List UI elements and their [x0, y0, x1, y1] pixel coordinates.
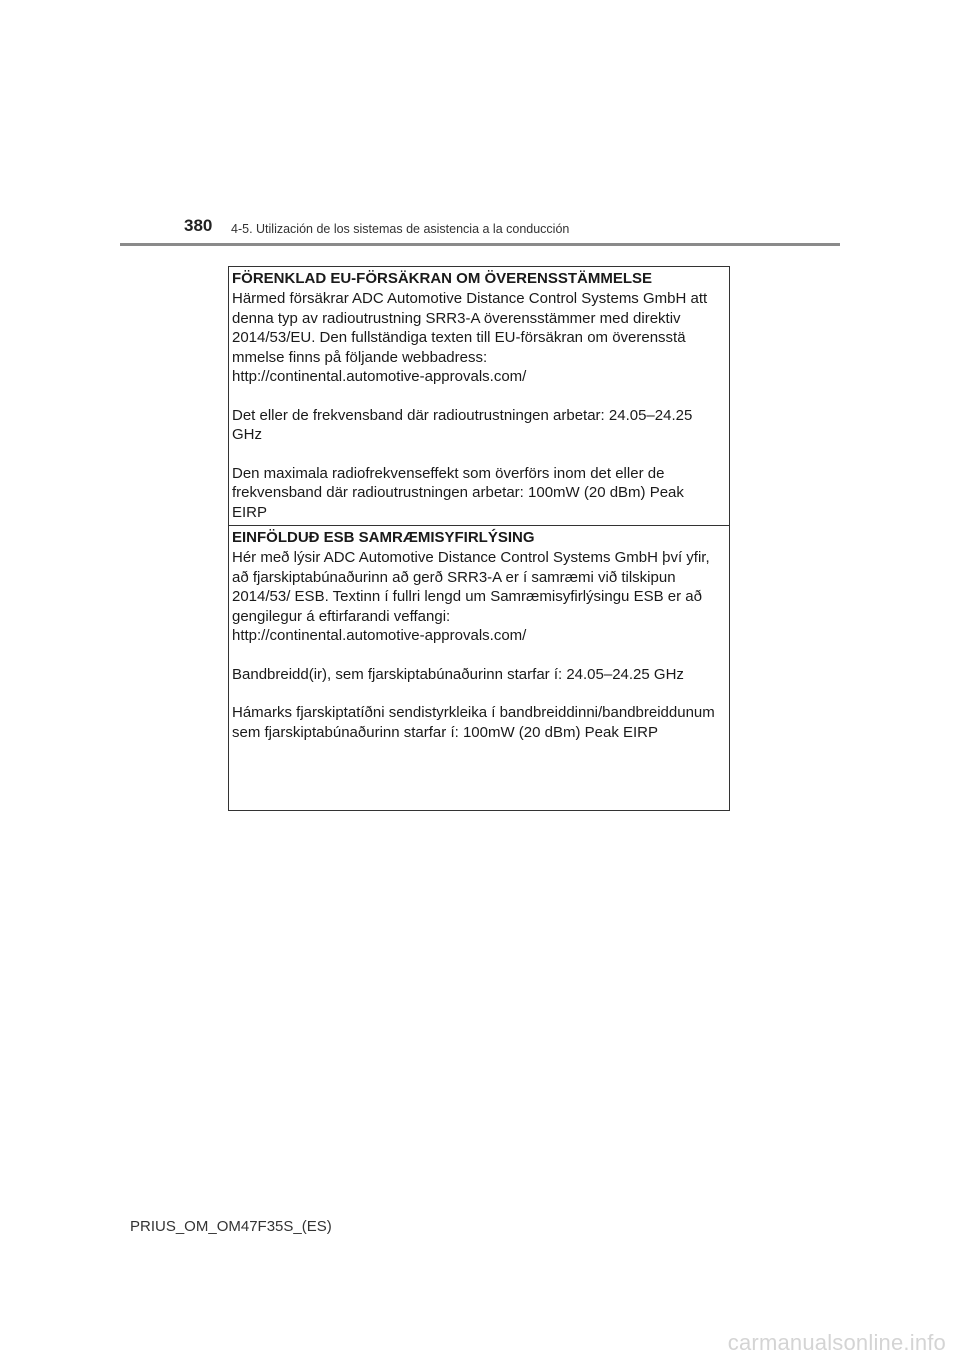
page-number: 380	[184, 216, 213, 235]
swedish-declaration	[229, 267, 729, 525]
declaration-box	[228, 266, 730, 811]
swedish-heading: FÖRENKLAD EU-FÖRSÄKRAN OM ÖVERENSSTÄMMELSE	[232, 270, 653, 287]
swedish-paragraph-1: Härmed försäkrar ADC Automotive Distance Control Systems GmbH att denna typ av radioutrustning SRR3-A överensstämmer med direktiv 2014/53/EU. Den fullständiga texten till EU-försäkran om överensstä mmelse finns på följande webbadress: http://continental.automotive-approvals.com/	[232, 290, 708, 385]
icelandic-paragraph-1: Hér með lýsir ADC Automotive Distance Control Systems GmbH því yfir, að fjarskiptabúnaðurinn að gerð SRR3-A er í samræmi við tilskipun 2014/53/ ESB. Textinn í fullri lengd um Samræmisyfirlýsingu ESB er að gengilegur á eftirfarandi veffangi: http://continental.automotive-approvals.com/	[232, 549, 710, 644]
section-title: 4-5. Utilización de los sistemas de asistencia a la conducción	[231, 222, 570, 236]
icelandic-declaration	[229, 525, 729, 810]
icelandic-paragraph-2: Bandbreidd(ir), sem fjarskiptabúnaðurinn starfar í: 24.05–24.25 GHz	[232, 665, 684, 683]
swedish-paragraph-2: Det eller de frekvensband där radioutrustningen arbetar: 24.05–24.25 GHz	[232, 406, 693, 443]
swedish-paragraph-3: Den maximala radiofrekvenseffekt som överförs inom det eller de frekvensband där radioutrustningen arbetar: 100mW (20 dBm) Peak EIRP	[232, 464, 684, 521]
icelandic-paragraph-3: Hámarks fjarskiptatíðni sendistyrkleika í bandbreiddinni/bandbreiddunum sem fjarskiptabúnaðurinn starfar í: 100mW (20 dBm) Peak EIRP	[232, 704, 715, 741]
icelandic-heading: EINFÖLDUÐ ESB SAMRÆMISYFIRLÝSING	[232, 529, 535, 546]
watermark-link[interactable]: carmanualsonline.info	[727, 1330, 946, 1355]
document-id: PRIUS_OM_OM47F35S_(ES)	[130, 1218, 332, 1235]
header-rule	[120, 243, 840, 246]
